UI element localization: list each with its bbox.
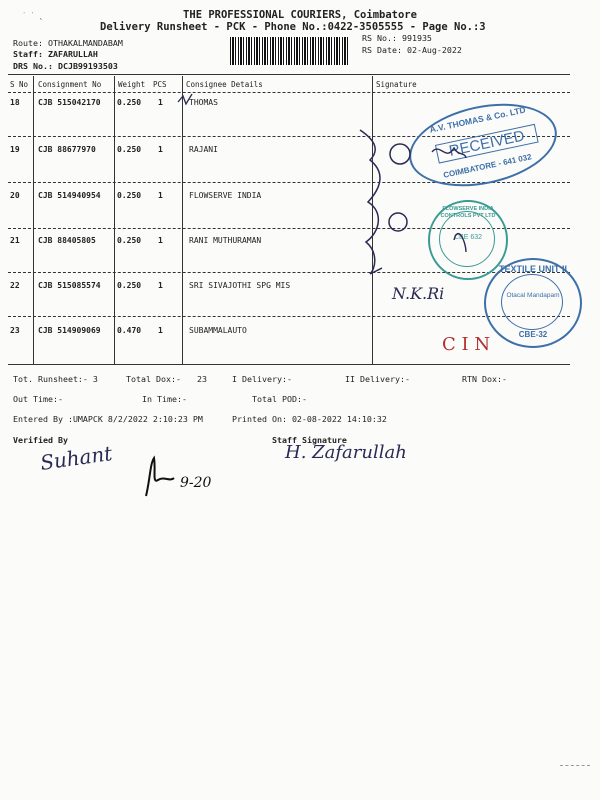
row-weight: 0.470 (117, 326, 142, 335)
rtn-dox: RTN Dox:- (462, 374, 507, 384)
row-consignee: RANI MUTHURAMAN (189, 236, 262, 245)
row-sno: 23 (10, 326, 20, 335)
total-dox-value: 23 (197, 374, 207, 384)
thomas-stamp-received: RECEIVED (435, 124, 539, 164)
row-consignment: CJB 515085574 (38, 281, 101, 290)
thomas-stamp-name: A.V. THOMAS & Co. LTD (428, 104, 527, 135)
col-consignee: Consignee Details (186, 80, 263, 89)
col-consignment: Consignment No (38, 80, 102, 89)
col-sno: S No (10, 80, 29, 89)
verifier-signature: Suhant (38, 441, 114, 475)
table-header (8, 80, 568, 92)
flowserve-stamp-name: FLOWSERVE INDIA CONTROLS PVT LTD (440, 206, 496, 219)
row-weight: 0.250 (117, 191, 142, 200)
row-pcs: 1 (158, 326, 163, 335)
row-weight: 0.250 (117, 145, 142, 154)
row-pcs: 1 (158, 191, 163, 200)
signature-scribbles (170, 92, 470, 352)
rs-date: RS Date: 02-Aug-2022 (362, 45, 462, 55)
runsheet-title: Delivery Runsheet - PCK - Phone No.:0422-3505555 - Page No.:3 (100, 21, 486, 33)
row-pcs: 1 (158, 236, 163, 245)
row-weight: 0.250 (117, 281, 142, 290)
row-consignment: CJB 514940954 (38, 191, 101, 200)
staff-label: Staff: ZAFARULLAH (13, 49, 98, 59)
total-dox-label: Total Dox:- (126, 374, 181, 384)
i-delivery: I Delivery:- (232, 374, 292, 384)
staff-signature-label: Staff Signature (272, 435, 347, 445)
signature-mark (432, 148, 466, 158)
in-time: In Time:- (142, 394, 187, 404)
date-signature: 9-20 (180, 475, 212, 491)
row-consignment: CJB 88405805 (38, 236, 96, 245)
out-time: Out Time:- (13, 394, 63, 404)
company-name: THE PROFESSIONAL COURIERS, Coimbatore (183, 9, 417, 21)
thomas-stamp-city: COIMBATORE - 641 032 (442, 152, 533, 180)
rs-number: RS No.: 991935 (362, 33, 432, 43)
row-consignment: CJB 88677970 (38, 145, 96, 154)
col-pcs: PCS (153, 80, 167, 89)
row-consignee: RAJANI (189, 145, 218, 154)
row-consignee: SRI SIVAJOTHI SPG MIS (189, 281, 291, 290)
row22-signature: N.K.Ri (392, 284, 445, 303)
textile-stamp-name: TEXTILE UNIT II (498, 264, 567, 274)
circled-mark (390, 144, 410, 164)
table-top-rule (8, 74, 570, 75)
col-weight: Weight (118, 80, 146, 89)
flowserve-stamp-center: CBE 632 (453, 234, 483, 241)
circled-mark (389, 213, 407, 231)
tot-runsheet: Tot. Runsheet:- 3 (13, 374, 98, 384)
row-sno: 20 (10, 191, 20, 200)
textile-unit-stamp (484, 258, 582, 348)
row-weight: 0.250 (117, 236, 142, 245)
row-consignee: SUBAMMALAUTO (189, 326, 247, 335)
row-sno: 22 (10, 281, 20, 290)
row-consignment: CJB 515042170 (38, 98, 101, 107)
col-divider-2 (114, 76, 115, 364)
route-label: Route: OTHAKALMANDABAM (13, 38, 123, 48)
row-consignment: CJB 514909069 (38, 326, 101, 335)
row-pcs: 1 (158, 145, 163, 154)
cin-mark: C I N (442, 334, 491, 355)
row-pcs: 1 (158, 98, 163, 107)
total-pod: Total POD:- (252, 394, 307, 404)
tick-mark (178, 94, 192, 104)
barcode (230, 37, 348, 65)
col-divider-1 (33, 76, 34, 364)
textile-stamp-bottom: CBE-32 (518, 330, 548, 339)
corner-mark: ˙ ˙ ˛ (22, 12, 44, 20)
row-sno: 18 (10, 98, 20, 107)
ii-delivery: II Delivery:- (345, 374, 410, 384)
row-sno: 19 (10, 145, 20, 154)
page-edge-mark (560, 765, 590, 766)
row-consignee: FLOWSERVE INDIA (189, 191, 262, 200)
entered-by: Entered By :UMAPCK 8/2/2022 2:10:23 PM (13, 414, 203, 424)
row-consignee: THOMAS (189, 98, 218, 107)
drs-number: DRS No.: DCJB99193503 (13, 61, 118, 71)
textile-stamp-center: Otacal Mandapam (506, 292, 560, 299)
staff-handwritten-signature: H. Zafarullah (285, 442, 407, 463)
signature-mark (454, 234, 466, 252)
col-signature: Signature (376, 80, 417, 89)
row-sno: 21 (10, 236, 20, 245)
row-pcs: 1 (158, 281, 163, 290)
table-bottom-rule (8, 364, 570, 365)
row-weight: 0.250 (117, 98, 142, 107)
printed-on: Printed On: 02-08-2022 14:10:32 (232, 414, 387, 424)
bracket-scribble (360, 130, 382, 274)
verified-by-label: Verified By (13, 435, 68, 445)
